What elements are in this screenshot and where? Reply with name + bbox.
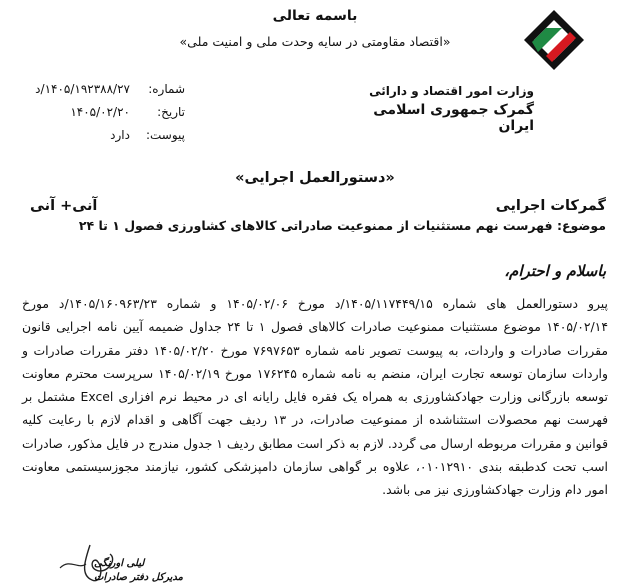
letter-date <box>20 105 185 123</box>
urgency-mark: آنی+ آنی <box>30 198 98 214</box>
slogan: «اقتصاد مقاومتی در سایه وحدت ملی و امنیت ملی» <box>179 34 451 49</box>
number-value: ۱۴۰۵/۱۹۲۳۸۸/۲۷/د <box>35 82 130 96</box>
customs-logo <box>522 8 586 72</box>
invocation: باسمه تعالی <box>272 8 358 24</box>
attachment-label: پیوست: <box>145 128 185 142</box>
letter-number <box>20 82 185 100</box>
subject-line: موضوع: فهرست نهم مستثنیات از ممنوعیت صادراتی کالاهای کشاورزی فصول ۱ تا ۲۴ <box>78 218 606 233</box>
salutation: باسلام و احترام، <box>504 262 606 280</box>
body-paragraph: پیرو دستورالعمل های شماره ۱۴۰۵/۱۱۷۴۴۹/۱۵/د مورخ ۱۴۰۵/۰۲/۰۶ و شماره ۱۴۰۵/۱۶۰۹۶۳/۲۳/د مورخ ۱۴۰۵/۰۲/۱۴ موضوع مستثنیات ممنوعیت صادرات کالاهای فصول ۱ تا ۲۴ جداول ضمیمه آیین نامه اجرایی قانون مقررات صادرات و واردات، به پیوست تصویر نامه شماره ۷۶۹۷۶۵۳ مورخ ۱۴۰۵/۰۲/۲۰ دفتر مقررات صادرات و واردات سازمان توسعه تجارت ایران، منضم به نامه شماره ۱۷۶۲۴۵ مورخ ۱۴۰۵/۰۲/۱۹ سرپرست محترم معاونت توسعه بازرگانی وزارت جهادکشاورزی به همراه یک فقره فایل رایانه ای در محیط نرم افزاری Excel مشتمل بر فهرست نهم محصولات استثناشده از ممنوعیت صادرات، در ۱۳ ردیف جهت آگاهی و اقدام لازم با رعایت کلیه قوانین و مقررات مربوطه ارسال می گردد. لازم به ذکر است مطابق ردیف ۱ جدول مندرج در فایل مذکور، صادرات اسب تحت کدطبقه بندی ۰۱۰۱۲۹۱۰، علاوه بر گواهی سازمان دامپزشکی کشور، نیازمند مجوزسیستمی معاونت امور دام وزارت جهادکشاورزی نیز می باشد. <box>22 296 609 498</box>
attachment-value: دارد <box>110 128 130 142</box>
letter-attachment <box>20 128 185 146</box>
date-value: ۱۴۰۵/۰۲/۲۰ <box>70 105 130 119</box>
ministry-name: وزارت امور اقتصاد و دارائی <box>369 84 534 98</box>
signer-title: مدیرکل دفتر صادرات <box>94 572 183 583</box>
document-title: «دستورالعمل اجرایی» <box>235 170 395 186</box>
signer-name: لیلی اورنگی <box>94 558 145 569</box>
number-label: شماره: <box>148 82 185 96</box>
recipient: گمرکات اجرایی <box>495 198 606 214</box>
date-label: تاریخ: <box>157 105 185 119</box>
customs-name: گمرک جمهوری اسلامی ایران <box>373 102 534 134</box>
